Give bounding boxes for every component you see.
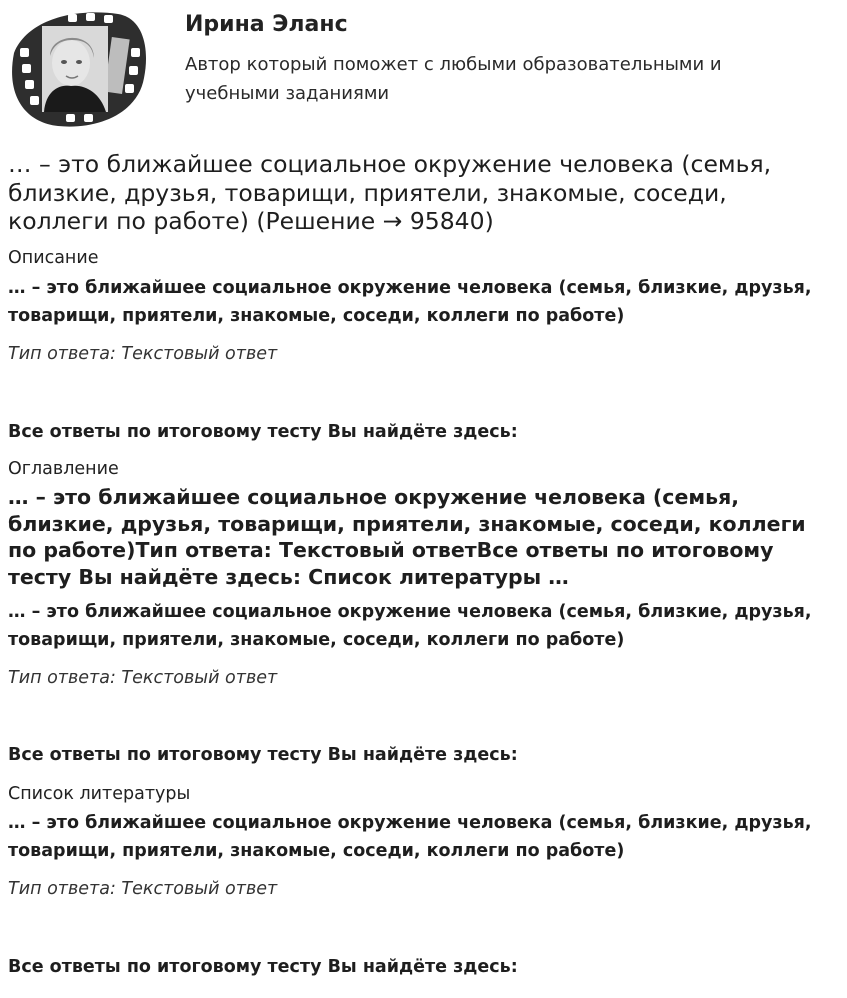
toc-question: … – это ближайшее социальное окружение человека (семья, близкие, друзья, товарищи, приятели, знакомые, соседи, коллеги по работе) — [8, 602, 812, 650]
description-all-answers: Все ответы по итоговому тесту Вы найдёте здесь: — [8, 422, 518, 442]
description-answer-type: Тип ответа: Текстовый ответ — [8, 344, 278, 364]
description-label: Описание — [8, 248, 99, 268]
literature-label: Список литературы — [8, 784, 191, 804]
literature-all-answers: Все ответы по итоговому тесту Вы найдёте здесь: — [8, 957, 518, 977]
toc-label: Оглавление — [8, 459, 119, 479]
author-name[interactable]: Ирина Эланс — [185, 12, 348, 37]
avatar[interactable] — [8, 8, 150, 128]
description-question: … – это ближайшее социальное окружение человека (семья, близкие, друзья, товарищи, приятели, знакомые, соседи, коллеги по работе) — [8, 278, 812, 326]
toc-all-answers: Все ответы по итоговому тесту Вы найдёте здесь: — [8, 745, 518, 765]
page-title: … – это ближайшее социальное окружение человека (семья, близкие, друзья, товарищи, приятели, знакомые, соседи, коллеги по работе) (Решение → 95840) — [8, 150, 772, 235]
author-header — [0, 0, 847, 135]
literature-question: … – это ближайшее социальное окружение человека (семья, близкие, друзья, товарищи, приятели, знакомые, соседи, коллеги по работе) — [8, 813, 812, 861]
literature-answer-type: Тип ответа: Текстовый ответ — [8, 879, 278, 899]
author-description: Автор который поможет с любыми образовательными и учебными заданиями — [185, 54, 722, 104]
avatar-image — [8, 8, 150, 128]
toc-summary: … – это ближайшее социальное окружение человека (семья, близкие, друзья, товарищи, приятели, знакомые, соседи, коллеги по работе)Тип ответа: Текстовый ответВсе ответы по итоговому тесту Вы найдёте здесь: Список литературы … — [8, 485, 806, 589]
toc-answer-type: Тип ответа: Текстовый ответ — [8, 668, 278, 688]
